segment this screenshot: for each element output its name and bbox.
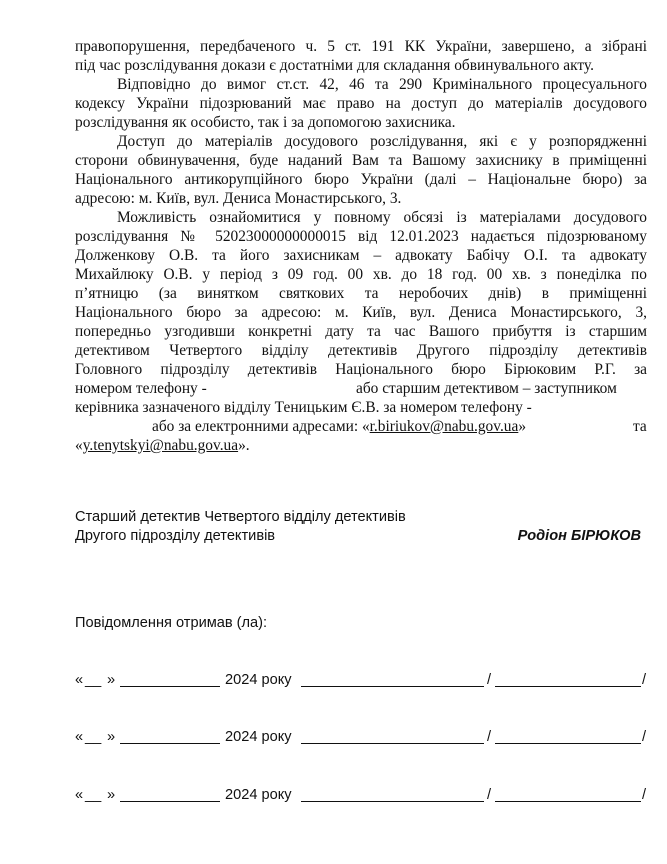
email-open-quote-2: « <box>75 437 83 454</box>
paragraph-4-line-9: Головного підрозділу детективів Національного бюро Бірюковим Р.Г. за <box>75 361 647 378</box>
paragraph-1-line-1: правопорушення, передбаченого ч. 5 ст. 191 КК України, завершено, а зібрані <box>75 38 647 55</box>
paragraph-4-line-13 <box>75 436 250 455</box>
receipt-row-1 <box>75 671 647 691</box>
email-link-tenytskyi[interactable]: y.tenytskyi@nabu.gov.ua <box>82 437 239 454</box>
paragraph-4-line-5: п’ятницю (за винятком святкових та неробочих днів) в приміщенні <box>75 285 647 302</box>
month-blank-line[interactable] <box>120 801 220 802</box>
paragraph-2-line-3: розслідування як особисто, так і за допомогою захисника. <box>75 114 456 131</box>
paragraph-4-line-10a: номером телефону - <box>75 380 207 397</box>
paragraph-3-line-1: Доступ до матеріалів досудового розслідування, які є у розпорядженні <box>117 133 647 150</box>
receipt-row-3 <box>75 786 647 806</box>
paragraph-4-line-7: попередньо узгодивши конкретні дату та час Вашого прибуття із старшим <box>75 323 647 340</box>
month-blank-line[interactable] <box>120 743 220 744</box>
paragraph-4-line-12 <box>152 417 526 436</box>
signature-title-line-1: Старший детектив Четвертого відділу детективів <box>75 509 406 525</box>
signature-title-line-2: Другого підрозділу детективів <box>75 528 276 544</box>
name-blank-line[interactable] <box>495 743 641 744</box>
email-and-word: та <box>633 418 647 435</box>
signature-blank-line[interactable] <box>301 743 484 744</box>
open-quote: « <box>75 729 84 745</box>
paragraph-4-line-2: розслідування № 52023000000000015 від 12.01.2023 надається підозрюваному <box>75 228 647 245</box>
slash: / <box>487 672 492 688</box>
slash: / <box>487 787 492 803</box>
signature-name: Родіон БІРЮКОВ <box>517 528 641 544</box>
name-blank-line[interactable] <box>495 686 641 687</box>
name-blank-line[interactable] <box>495 801 641 802</box>
slash-end: / <box>642 787 647 803</box>
email-close-quote-2: ». <box>238 437 250 454</box>
close-quote: » <box>107 729 116 745</box>
receipt-label: Повідомлення отримав (ла): <box>75 615 268 631</box>
email-link-biriukov[interactable]: r.biriukov@nabu.gov.ua <box>369 418 519 435</box>
year-text: 2024 року <box>225 672 292 688</box>
year-text: 2024 року <box>225 787 292 803</box>
receipt-row-2 <box>75 728 647 748</box>
open-quote: « <box>75 787 84 803</box>
close-quote: » <box>107 787 116 803</box>
paragraph-4-line-8: детективом Четвертого відділу детективів Другого підрозділу детективів <box>75 342 647 359</box>
paragraph-2-line-2: кодексу України підозрюваний має право на доступ до матеріалів досудового <box>75 95 647 112</box>
paragraph-3-line-4: адресою: м. Київ, вул. Дениса Монастирського, 3. <box>75 190 402 207</box>
year-text: 2024 року <box>225 729 292 745</box>
email-intro: або за електронними адресами: « <box>152 418 370 435</box>
paragraph-1-line-2: під час розслідування докази є достатніми для складання обвинувального акту. <box>75 57 594 74</box>
day-blank[interactable]: __ <box>85 729 102 745</box>
signature-blank-line[interactable] <box>301 801 484 802</box>
day-blank[interactable]: __ <box>85 672 102 688</box>
paragraph-4-line-6: Національного бюро за адресою: м. Київ, вул. Дениса Монастирського, 3, <box>75 304 647 321</box>
day-blank[interactable]: __ <box>85 787 102 803</box>
paragraph-4-line-4: Михайлюку О.В. у період з 09 год. 00 хв. до 18 год. 00 хв. з понеділка по <box>75 266 647 283</box>
paragraph-4-line-10b: або старшим детективом – заступником <box>356 380 617 397</box>
paragraph-4-line-1: Можливість ознайомитися у повному обсязі із матеріалами досудового <box>117 209 647 226</box>
paragraph-4-line-11: керівника зазначеного відділу Теницьким Є.В. за номером телефону - <box>75 399 532 416</box>
paragraph-3-line-3: Національного антикорупційного бюро України (далі – Національне бюро) за <box>75 171 647 188</box>
close-quote: » <box>107 672 116 688</box>
open-quote: « <box>75 672 84 688</box>
signature-blank-line[interactable] <box>301 686 484 687</box>
month-blank-line[interactable] <box>120 686 220 687</box>
paragraph-4-line-3: Долженкову О.В. та його захисникам – адвокату Бабічу О.І. та адвокату <box>75 247 647 264</box>
paragraph-2-line-1: Відповідно до вимог ст.ст. 42, 46 та 290 Кримінального процесуального <box>117 76 647 93</box>
email-close-quote-1: » <box>518 418 527 435</box>
slash-end: / <box>642 672 647 688</box>
slash: / <box>487 729 492 745</box>
paragraph-3-line-2: сторони обвинувачення, буде наданий Вам та Вашому захиснику в приміщенні <box>75 152 647 169</box>
slash-end: / <box>642 729 647 745</box>
